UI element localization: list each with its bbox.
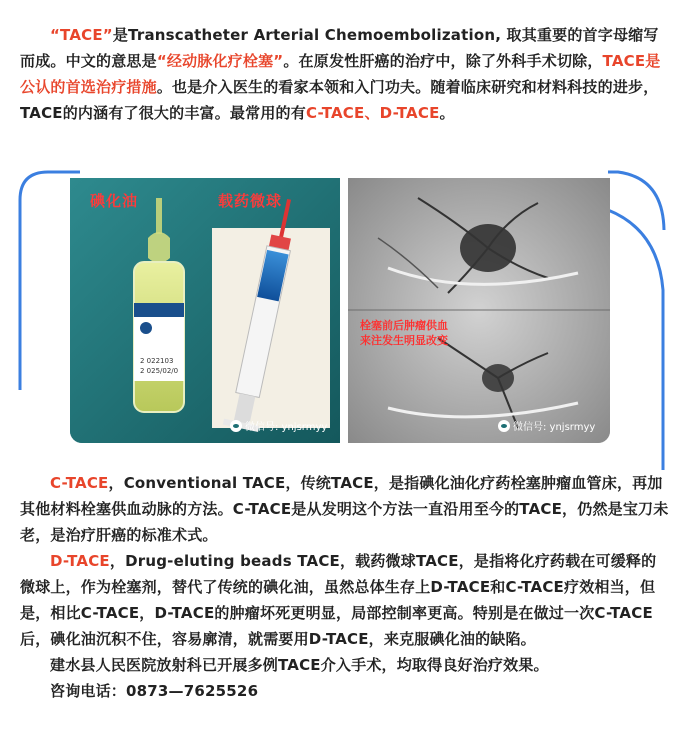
right-watermark-text: 微信号: ynjsrmyy [513,422,596,433]
preferred-treatment: TACE是公认的首选治疗措施 [20,52,661,96]
ampoule-syringe-photo [70,178,340,443]
hospital-paragraph [20,652,670,678]
dtace-text: ，Drug-eluting beads TACE，载药微球TACE，是指将化疗药载在可缓释的微球上，作为栓塞剂，替代了传统的碘化油，虽然总体生存上D-TACE和C-TACE疗效相当，但是，相比C-TACE，D-TACE的肿瘤坏死更明显，局部控制率更高。特别是在做过一次C-TACE后，碘化油沉积不住，容易廓清，就需要用D-TACE，来克服碘化油的缺陷。 [20,552,657,648]
contact-phone: 咨询电话：0873—7625526 [50,682,259,700]
chinese-meaning: “经动脉化疗栓塞” [156,52,284,70]
dtace-term: D-TACE [50,552,110,570]
caption-line-2: 来注发生明显改变 [360,334,448,347]
intro-paragraph [20,22,670,126]
lipiodol-label: 碘化油 [90,192,139,210]
contact-paragraph [20,678,670,704]
wechat-icon [498,420,510,432]
right-watermark [498,418,595,433]
angiography-caption [360,318,448,348]
body-paragraphs [20,470,670,704]
angiography-illustration [348,178,610,443]
ampoule-batch: 2 022103 [140,357,174,365]
ctace-term: C-TACE [50,474,109,492]
figure-frame [18,170,668,470]
caption-line-1: 栓塞前后肿瘤供血 [360,319,448,332]
dtace-paragraph [20,548,670,652]
ctace-paragraph [20,470,670,548]
intro-text-2: 。在原发性肝癌的治疗中，除了外科手术切除， [283,52,603,70]
hospital-text: 建水县人民医院放射科已开展多例TACE介入手术，均取得良好治疗效果。 [50,656,549,674]
intro-text-3: 。也是介入医生的看家本领和入门功夫。随着临床研究和材料科技的进步，TACE的内涵有了很大的丰富。最常用的有 [20,78,659,122]
left-watermark [230,418,327,433]
angiography-photo [348,178,610,443]
tace-types: C-TACE、D-TACE [305,104,440,122]
ampoule-syringe-illustration [70,178,340,443]
intro-text-1: 是Transcatheter Arterial Chemoembolization, 取其重要的首字母缩写而成。中文的意思是 [20,26,659,70]
ctace-text: ，Conventional TACE，传统TACE，是指碘化油化疗药栓塞肿瘤血管床，再加其他材料栓塞供血动脉的方法。C-TACE是从发明这个方法一直沿用至今的TACE，仍然是宝刀未老，是治疗肝癌的标准术式。 [20,474,669,544]
wechat-icon [230,420,242,432]
left-watermark-text: 微信号: ynjsrmyy [245,422,328,433]
ampoule-expiry: 2 025/02/0 [140,367,179,375]
tace-term: “TACE” [50,26,113,44]
drug-beads-label: 载药微球 [218,192,283,210]
intro-text-4: 。 [439,104,455,122]
